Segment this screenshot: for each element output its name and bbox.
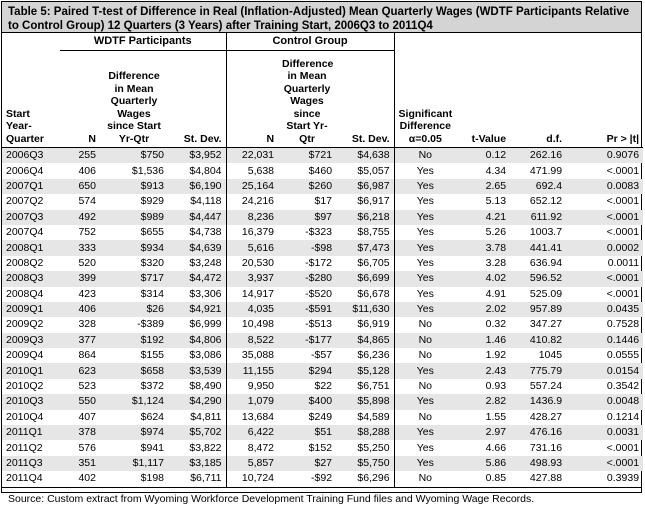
table-row: [2, 287, 643, 302]
table-cell: 2007Q1: [2, 179, 60, 194]
table-cell: 576: [78, 441, 96, 454]
table-cell: 731.16: [529, 441, 563, 454]
table-cell: $5,750: [336, 456, 394, 471]
table-cell: $294: [278, 363, 336, 378]
table-cell: 5,616: [226, 240, 278, 255]
col-t: t-Value: [456, 51, 510, 148]
table-cell: $3,539: [168, 363, 226, 378]
table-cell: 0.0154: [566, 363, 643, 378]
table-cell: 2010Q3: [2, 394, 60, 409]
table-cell: $152: [308, 441, 333, 454]
table-cell: 3,937: [226, 271, 278, 286]
table-cell: $460: [308, 164, 333, 177]
table-cell: $717: [100, 271, 168, 286]
table-cell: 692.4: [510, 179, 566, 194]
table-cell: 2006Q4: [6, 164, 44, 177]
table-cell: 0.0048: [566, 394, 643, 409]
table-row: [2, 194, 643, 209]
table-cell: No: [418, 472, 433, 485]
table-cell: 333: [60, 240, 100, 255]
table-cell: $8,490: [168, 379, 226, 394]
table-cell: -$513: [305, 318, 333, 331]
table-cell: 10,724: [241, 472, 275, 485]
table-cell: $989: [100, 210, 168, 225]
table-cell: -$177: [278, 333, 336, 348]
table-cell: $8,288: [336, 425, 394, 440]
table-cell: 0.0435: [566, 302, 643, 317]
table-cell: $4,290: [168, 394, 226, 409]
table-cell: 441.41: [510, 240, 566, 255]
col-df: d.f.: [510, 51, 566, 148]
table-cell: $658: [100, 363, 168, 378]
table-row: [2, 256, 643, 271]
table-cell: 0.0031: [566, 425, 643, 440]
table-row: [2, 333, 643, 348]
table-row: [2, 225, 643, 240]
table-cell: $934: [100, 240, 168, 255]
table-cell: $6,218: [336, 210, 394, 225]
table-cell: Yes: [394, 363, 456, 378]
table-cell: 492: [60, 210, 100, 225]
table-cell: $5,057: [336, 163, 394, 178]
table-cell: 2007Q3: [2, 210, 60, 225]
table-cell: Yes: [394, 179, 456, 194]
table-cell: 428.27: [529, 410, 563, 423]
table-cell: $8,755: [336, 225, 394, 240]
table-cell: $22: [314, 380, 333, 393]
table-cell: 410.82: [510, 333, 566, 348]
table-row: [2, 394, 643, 409]
table-cell: 1436.9: [510, 394, 566, 409]
table-cell: 2009Q3: [2, 333, 60, 348]
table-cell: 0.85: [485, 472, 507, 485]
table-cell: 22,031: [226, 148, 278, 164]
group-header-row: [2, 33, 643, 51]
col-sd: St. Dev.: [168, 51, 226, 148]
table-cell: $4,639: [168, 240, 226, 255]
table-cell: $5,128: [336, 363, 394, 378]
table-cell: 2006Q3: [2, 148, 60, 164]
table-cell: $3,952: [168, 148, 226, 164]
table-cell: 652.12: [529, 195, 563, 208]
table-cell: $3,248: [168, 256, 226, 271]
table-cell: 8,236: [226, 210, 278, 225]
table-cell: <.0001: [606, 226, 640, 239]
table-cell: 423: [78, 287, 96, 300]
table-row: [2, 163, 643, 178]
col-diff: Difference in Mean Quarterly Wages since Start Yr-Qtr: [278, 51, 336, 148]
table-cell: 14,917: [241, 287, 275, 300]
table-cell: $721: [278, 148, 336, 164]
table-cell: Yes: [416, 256, 434, 269]
table-cell: $750: [100, 148, 168, 164]
table-row: [2, 471, 643, 486]
col-sd: St. Dev.: [336, 51, 394, 148]
table-cell: Yes: [416, 441, 434, 454]
table-cell: $3,086: [168, 348, 226, 363]
table-cell: $3,306: [168, 287, 226, 302]
table-cell: 11,155: [226, 363, 278, 378]
table-cell: $6,678: [336, 287, 394, 302]
table-row: [2, 179, 643, 194]
table-cell: 0.93: [485, 380, 507, 393]
table-cell: $1,536: [131, 164, 164, 177]
table-figure: [1, 1, 642, 505]
col-sig: Significant Difference α=0.05: [394, 51, 456, 148]
table-cell: 2011Q1: [2, 425, 60, 440]
table-cell: 0.1446: [566, 333, 643, 348]
table-cell: $929: [140, 195, 164, 208]
table-cell: 407: [78, 410, 96, 423]
table-cell: $11,630: [336, 302, 394, 317]
table-cell: 2007Q4: [6, 226, 44, 239]
table-cell: 775.79: [510, 363, 566, 378]
table-cell: Yes: [394, 210, 456, 225]
table-cell: 406: [60, 302, 100, 317]
table-cell: 3.78: [456, 240, 510, 255]
table-cell: $6,296: [336, 471, 394, 486]
table-cell: 471.99: [529, 164, 563, 177]
table-cell: 2008Q2: [6, 256, 44, 269]
table-cell: $941: [140, 441, 164, 454]
table-cell: 2010Q1: [2, 363, 60, 378]
table-cell: 596.52: [510, 271, 566, 286]
table-cell: 2009Q4: [6, 349, 44, 362]
table-cell: 752: [78, 226, 96, 239]
table-cell: 2.97: [456, 425, 510, 440]
table-cell: $4,921: [168, 302, 226, 317]
table-cell: $4,865: [336, 333, 394, 348]
table-cell: -$57: [311, 349, 333, 362]
table-cell: 4.34: [485, 164, 507, 177]
table-row: [2, 363, 643, 378]
table-cell: $6,236: [336, 348, 394, 363]
col-n: N: [226, 51, 278, 148]
table-cell: $3,185: [168, 456, 226, 471]
table-cell: 347.27: [529, 318, 563, 331]
table-cell: $6,917: [336, 194, 394, 209]
table-cell: 5,638: [247, 164, 275, 177]
table-cell: $4,447: [168, 210, 226, 225]
table-cell: 5.13: [485, 195, 507, 208]
table-cell: 523: [78, 380, 96, 393]
table-cell: 4.91: [485, 287, 507, 300]
table-row: [2, 425, 643, 440]
table-cell: 0.3939: [606, 472, 640, 485]
table-cell: $6,711: [168, 471, 226, 486]
table-cell: $249: [308, 410, 333, 423]
table-cell: 25,164: [226, 179, 278, 194]
table-cell: <.0001: [566, 271, 643, 286]
table-cell: No: [418, 410, 433, 423]
table-cell: 0.12: [456, 148, 510, 164]
table-cell: 1.46: [456, 333, 510, 348]
table-cell: 406: [78, 164, 96, 177]
table-cell: -$98: [278, 240, 336, 255]
table-cell: 476.16: [510, 425, 566, 440]
table-cell: 3.28: [485, 256, 507, 269]
table-cell: 377: [60, 333, 100, 348]
table-cell: No: [394, 148, 456, 164]
table-cell: $155: [140, 349, 164, 362]
table-cell: $4,472: [168, 271, 226, 286]
table-cell: No: [418, 349, 433, 362]
table-cell: 5.26: [485, 226, 507, 239]
table-cell: 2007Q2: [6, 195, 44, 208]
table-cell: 2010Q2: [6, 380, 44, 393]
table-cell: 611.92: [510, 210, 566, 225]
table-cell: Yes: [394, 394, 456, 409]
table-cell: -$591: [278, 302, 336, 317]
table-cell: $372: [140, 380, 164, 393]
table-cell: $624: [140, 410, 164, 423]
table-cell: 2.02: [456, 302, 510, 317]
source-note: Source: Custom extract from Wyoming Workforce Development Training Fund files and Wyoming Wage Records.: [2, 487, 641, 510]
table-cell: 24,216: [241, 195, 275, 208]
table-cell: 636.94: [529, 256, 563, 269]
table-cell: 0.7528: [606, 318, 640, 331]
table-cell: <.0001: [606, 441, 640, 454]
table-cell: 0.9076: [566, 148, 643, 164]
table-cell: 574: [78, 195, 96, 208]
table-row: [2, 271, 643, 286]
table-cell: 1045: [538, 349, 563, 362]
table-cell: 0.0555: [606, 349, 640, 362]
table-cell: 8,472: [247, 441, 275, 454]
results-table: [2, 33, 643, 487]
table-cell: 5.86: [456, 456, 510, 471]
table-cell: 16,379: [241, 226, 275, 239]
table-cell: 4.02: [456, 271, 510, 286]
table-cell: 1.92: [485, 349, 507, 362]
table-cell: $97: [278, 210, 336, 225]
table-cell: Yes: [394, 240, 456, 255]
table-cell: 351: [60, 456, 100, 471]
table-cell: $4,589: [336, 410, 394, 425]
col-p: Pr > |t|: [566, 51, 643, 148]
table-cell: 557.24: [529, 380, 563, 393]
table-cell: 5,857: [226, 456, 278, 471]
table-cell: $4,738: [168, 225, 226, 240]
table-cell: 2008Q3: [2, 271, 60, 286]
table-cell: 1003.7: [529, 226, 563, 239]
table-cell: $6,751: [336, 379, 394, 394]
table-row: [2, 210, 643, 225]
table-cell: $27: [278, 456, 336, 471]
table-cell: 255: [60, 148, 100, 164]
col-start: Start Year-Quarter: [2, 51, 60, 148]
table-cell: 0.3542: [606, 380, 640, 393]
table-cell: $1,117: [100, 456, 168, 471]
table-cell: 2009Q2: [6, 318, 44, 331]
group-control: Control Group: [226, 33, 394, 51]
table-cell: 0.1214: [606, 410, 640, 423]
table-cell: 550: [60, 394, 100, 409]
table-cell: 399: [60, 271, 100, 286]
table-cell: $1,124: [100, 394, 168, 409]
table-cell: $5,898: [336, 394, 394, 409]
table-cell: -$92: [311, 472, 333, 485]
table-cell: 520: [78, 256, 96, 269]
table-cell: -$323: [305, 226, 333, 239]
table-cell: -$389: [137, 318, 164, 331]
table-cell: Yes: [416, 226, 434, 239]
table-cell: $314: [140, 287, 164, 300]
table-cell: <.0001: [606, 195, 640, 208]
table-cell: 2008Q4: [6, 287, 44, 300]
table-row: [2, 240, 643, 255]
table-cell: 4,035: [226, 302, 278, 317]
table-cell: 10,498: [241, 318, 275, 331]
table-cell: Yes: [394, 456, 456, 471]
table-row: [2, 379, 643, 394]
table-cell: <.0001: [606, 164, 640, 177]
table-cell: $5,702: [168, 425, 226, 440]
table-row: [2, 440, 643, 455]
table-cell: 623: [60, 363, 100, 378]
table-cell: 2011Q3: [2, 456, 60, 471]
table-cell: 2010Q4: [6, 410, 44, 423]
table-cell: $26: [100, 302, 168, 317]
table-cell: 0.32: [485, 318, 507, 331]
table-cell: 864: [78, 349, 96, 362]
table-cell: 20,530: [241, 256, 275, 269]
table-cell: $192: [100, 333, 168, 348]
table-cell: 2011Q4: [6, 472, 43, 485]
table-cell: $5,250: [336, 440, 394, 455]
table-cell: Yes: [394, 271, 456, 286]
table-cell: 4.66: [485, 441, 507, 454]
table-cell: $6,919: [336, 317, 394, 332]
table-row: [2, 302, 643, 317]
col-diff: Difference in Mean Quarterly Wages since Start Yr-Qtr: [100, 51, 168, 148]
table-cell: 6,422: [226, 425, 278, 440]
table-cell: 1,079: [226, 394, 278, 409]
table-cell: $4,811: [168, 410, 226, 425]
table-cell: $4,118: [168, 194, 226, 209]
table-cell: $198: [140, 472, 164, 485]
table-cell: 0.0011: [607, 256, 640, 269]
table-cell: 2.43: [456, 363, 510, 378]
group-wdtf: WDTF Participants: [60, 33, 226, 51]
table-cell: $4,804: [168, 163, 226, 178]
table-cell: 2008Q1: [2, 240, 60, 255]
table-cell: 9,950: [247, 380, 275, 393]
table-cell: 328: [78, 318, 96, 331]
table-cell: $3,822: [168, 440, 226, 455]
table-row: [2, 348, 643, 363]
table-row: [2, 317, 643, 332]
table-cell: 2.65: [456, 179, 510, 194]
table-cell: 8,522: [226, 333, 278, 348]
table-cell: 2.82: [456, 394, 510, 409]
table-cell: 262.16: [510, 148, 566, 164]
table-row: [2, 456, 643, 471]
table-cell: $6,705: [336, 256, 394, 271]
table-cell: $400: [278, 394, 336, 409]
table-cell: No: [418, 318, 433, 331]
table-cell: <.0001: [566, 456, 643, 471]
col-n: N: [60, 51, 100, 148]
table-cell: $260: [278, 179, 336, 194]
column-header-row: [2, 51, 643, 148]
table-cell: $6,999: [168, 317, 226, 332]
table-cell: $6,190: [168, 179, 226, 194]
table-cell: -$520: [305, 287, 333, 300]
table-cell: Yes: [416, 195, 434, 208]
table-cell: Yes: [416, 164, 434, 177]
table-cell: 13,684: [241, 410, 275, 423]
table-cell: 35,088: [241, 349, 275, 362]
table-cell: -$172: [305, 256, 333, 269]
table-cell: 525.09: [529, 287, 563, 300]
table-cell: 650: [60, 179, 100, 194]
table-cell: <.0001: [566, 210, 643, 225]
table-cell: No: [394, 333, 456, 348]
table-cell: 498.93: [510, 456, 566, 471]
table-cell: $4,806: [168, 333, 226, 348]
table-body: [2, 148, 643, 487]
table-cell: $974: [100, 425, 168, 440]
table-cell: $320: [140, 256, 164, 269]
table-cell: 0.0002: [566, 240, 643, 255]
table-title: Table 5: Paired T-test of Difference in Real (Inflation-Adjusted) Mean Quarterly Wages (WDTF Participants Relative to Control Group) 12 Quarters (3 Years) after Training Start, 2006Q3 to 2011Q4: [2, 2, 641, 33]
table-cell: 427.88: [529, 472, 563, 485]
table-cell: 378: [60, 425, 100, 440]
table-cell: Yes: [416, 287, 434, 300]
table-row: [2, 148, 643, 164]
table-cell: 1.55: [485, 410, 507, 423]
table-cell: $7,473: [336, 240, 394, 255]
table-cell: $6,987: [336, 179, 394, 194]
table-cell: Yes: [394, 425, 456, 440]
table-cell: <.0001: [606, 287, 640, 300]
table-cell: $655: [140, 226, 164, 239]
table-cell: 2009Q1: [2, 302, 60, 317]
table-cell: $4,638: [336, 148, 394, 164]
table-cell: 2011Q2: [6, 441, 43, 454]
table-cell: $17: [314, 195, 333, 208]
table-cell: -$280: [278, 271, 336, 286]
table-cell: 957.89: [510, 302, 566, 317]
table-cell: $51: [278, 425, 336, 440]
table-cell: 0.0083: [566, 179, 643, 194]
table-cell: 402: [78, 472, 96, 485]
table-cell: $6,699: [336, 271, 394, 286]
table-cell: $913: [100, 179, 168, 194]
table-row: [2, 410, 643, 425]
table-cell: Yes: [394, 302, 456, 317]
table-cell: No: [418, 380, 433, 393]
table-cell: 4.21: [456, 210, 510, 225]
